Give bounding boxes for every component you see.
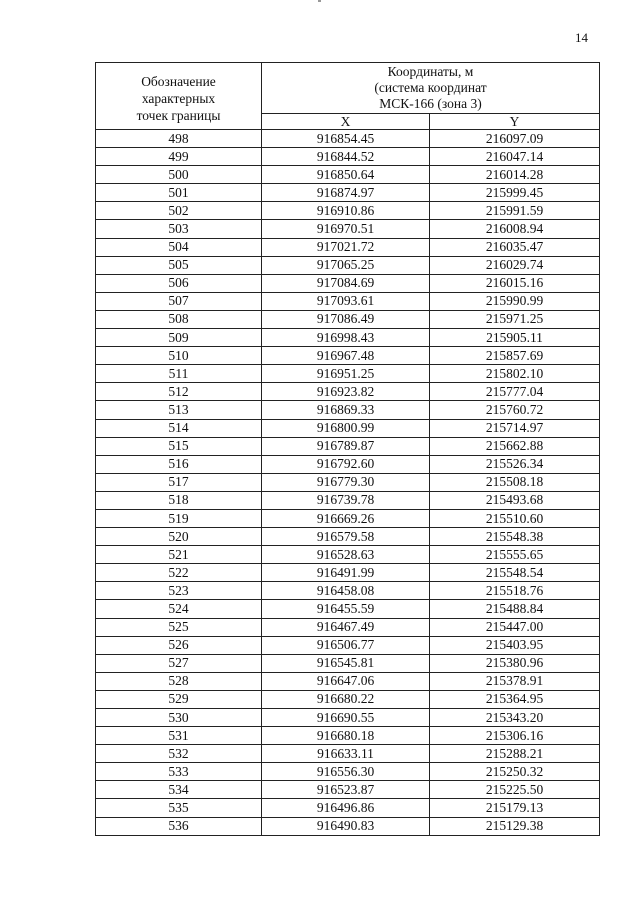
- cell-y: 215991.59: [430, 202, 600, 220]
- cell-y: 215179.13: [430, 799, 600, 817]
- cell-x: 916680.22: [262, 690, 430, 708]
- cell-y: 215555.65: [430, 546, 600, 564]
- table-row: [96, 582, 600, 600]
- cell-y: 215518.76: [430, 582, 600, 600]
- cell-x: 916506.77: [262, 636, 430, 654]
- cell-y: 215777.04: [430, 383, 600, 401]
- cell-point: 501: [96, 184, 262, 202]
- cell-y: 215364.95: [430, 690, 600, 708]
- cell-x: 916556.30: [262, 763, 430, 781]
- coordinates-table: [95, 62, 600, 836]
- cell-x: 916998.43: [262, 329, 430, 347]
- table-row: [96, 310, 600, 328]
- cell-y: 215508.18: [430, 473, 600, 491]
- cell-point: 505: [96, 256, 262, 274]
- cell-x: 916800.99: [262, 419, 430, 437]
- cell-y: 215510.60: [430, 509, 600, 527]
- table-header: [96, 63, 600, 130]
- cell-y: 215225.50: [430, 781, 600, 799]
- cell-point: 517: [96, 473, 262, 491]
- table-row: [96, 383, 600, 401]
- table-row: [96, 600, 600, 618]
- cell-x: 916455.59: [262, 600, 430, 618]
- cell-y: 215447.00: [430, 618, 600, 636]
- cell-x: 917084.69: [262, 274, 430, 292]
- cell-point: 504: [96, 238, 262, 256]
- cell-point: 520: [96, 528, 262, 546]
- cell-x: 916467.49: [262, 618, 430, 636]
- table-row: [96, 256, 600, 274]
- cell-point: 509: [96, 329, 262, 347]
- cell-point: 527: [96, 654, 262, 672]
- cell-y: 215493.68: [430, 491, 600, 509]
- cell-point: 510: [96, 347, 262, 365]
- cell-y: 215802.10: [430, 365, 600, 383]
- table-row: [96, 347, 600, 365]
- table-row: [96, 148, 600, 166]
- table-row: [96, 745, 600, 763]
- cell-x: 916528.63: [262, 546, 430, 564]
- table-row: [96, 690, 600, 708]
- table-row: [96, 564, 600, 582]
- cell-point: 519: [96, 509, 262, 527]
- cell-point: 511: [96, 365, 262, 383]
- cell-y: 216008.94: [430, 220, 600, 238]
- cell-point: 513: [96, 401, 262, 419]
- cell-point: 506: [96, 274, 262, 292]
- cell-y: 216035.47: [430, 238, 600, 256]
- table-row: [96, 419, 600, 437]
- cell-y: 215714.97: [430, 419, 600, 437]
- cell-x: 916669.26: [262, 509, 430, 527]
- table-row: [96, 799, 600, 817]
- cell-x: 916910.86: [262, 202, 430, 220]
- cell-y: 216047.14: [430, 148, 600, 166]
- table-row: [96, 329, 600, 347]
- cell-point: 499: [96, 148, 262, 166]
- table-row: [96, 292, 600, 310]
- header-y: Y: [430, 114, 600, 130]
- cell-y: 215999.45: [430, 184, 600, 202]
- cell-x: 916792.60: [262, 455, 430, 473]
- cell-point: 503: [96, 220, 262, 238]
- cell-point: 515: [96, 437, 262, 455]
- cell-y: 216014.28: [430, 166, 600, 184]
- header-x: X: [262, 114, 430, 130]
- cell-x: 916490.83: [262, 817, 430, 835]
- cell-point: 502: [96, 202, 262, 220]
- cell-x: 916850.64: [262, 166, 430, 184]
- table-row: [96, 184, 600, 202]
- cell-x: 916545.81: [262, 654, 430, 672]
- cell-y: 215488.84: [430, 600, 600, 618]
- table-row: [96, 727, 600, 745]
- table-row: [96, 672, 600, 690]
- cell-x: 916491.99: [262, 564, 430, 582]
- table-row: [96, 455, 600, 473]
- table-row: [96, 473, 600, 491]
- cell-y: 215129.38: [430, 817, 600, 835]
- table-row: [96, 509, 600, 527]
- cell-x: 916951.25: [262, 365, 430, 383]
- table-row: [96, 546, 600, 564]
- header-point-label: Обозначение характерных точек границы: [136, 73, 221, 123]
- cell-point: 525: [96, 618, 262, 636]
- cell-x: 916970.51: [262, 220, 430, 238]
- cell-x: 916579.58: [262, 528, 430, 546]
- cell-x: 916647.06: [262, 672, 430, 690]
- cell-y: 215403.95: [430, 636, 600, 654]
- table-row: [96, 763, 600, 781]
- header-coordinates: [262, 63, 600, 114]
- cell-y: 215526.34: [430, 455, 600, 473]
- cell-y: 215905.11: [430, 329, 600, 347]
- cell-point: 535: [96, 799, 262, 817]
- cell-y: 215288.21: [430, 745, 600, 763]
- cell-x: 916869.33: [262, 401, 430, 419]
- table-row: [96, 365, 600, 383]
- cell-point: 521: [96, 546, 262, 564]
- cell-y: 216097.09: [430, 130, 600, 148]
- cell-point: 533: [96, 763, 262, 781]
- cell-y: 215857.69: [430, 347, 600, 365]
- table-body: [96, 130, 600, 836]
- cell-point: 522: [96, 564, 262, 582]
- cell-x: 917086.49: [262, 310, 430, 328]
- cell-point: 512: [96, 383, 262, 401]
- cell-y: 216029.74: [430, 256, 600, 274]
- cell-point: 532: [96, 745, 262, 763]
- cell-point: 518: [96, 491, 262, 509]
- table-row: [96, 636, 600, 654]
- cell-point: 516: [96, 455, 262, 473]
- table-row: [96, 130, 600, 148]
- cell-y: 215250.32: [430, 763, 600, 781]
- cell-x: 916458.08: [262, 582, 430, 600]
- cell-point: 523: [96, 582, 262, 600]
- page-number: 14: [575, 30, 588, 45]
- table-row: [96, 437, 600, 455]
- header-point-designation: [96, 63, 262, 130]
- cell-x: 917093.61: [262, 292, 430, 310]
- table-row: [96, 618, 600, 636]
- cell-x: 916789.87: [262, 437, 430, 455]
- cell-x: 916523.87: [262, 781, 430, 799]
- cell-y: 215306.16: [430, 727, 600, 745]
- cell-y: 215760.72: [430, 401, 600, 419]
- cell-x: 916680.18: [262, 727, 430, 745]
- cell-y: 215548.38: [430, 528, 600, 546]
- table-row: [96, 202, 600, 220]
- table-row: [96, 709, 600, 727]
- cell-x: 916967.48: [262, 347, 430, 365]
- page-scan-mark: [318, 0, 321, 2]
- cell-point: 507: [96, 292, 262, 310]
- cell-y: 215990.99: [430, 292, 600, 310]
- cell-point: 529: [96, 690, 262, 708]
- cell-x: 916779.30: [262, 473, 430, 491]
- cell-point: 500: [96, 166, 262, 184]
- cell-y: 215343.20: [430, 709, 600, 727]
- cell-point: 498: [96, 130, 262, 148]
- cell-y: 216015.16: [430, 274, 600, 292]
- table-row: [96, 528, 600, 546]
- cell-x: 916854.45: [262, 130, 430, 148]
- cell-x: 917021.72: [262, 238, 430, 256]
- cell-point: 508: [96, 310, 262, 328]
- table-row: [96, 401, 600, 419]
- cell-x: 916874.97: [262, 184, 430, 202]
- table-row: [96, 654, 600, 672]
- table-row: [96, 781, 600, 799]
- table-row: [96, 220, 600, 238]
- cell-y: 215380.96: [430, 654, 600, 672]
- table-row: [96, 238, 600, 256]
- header-coordinates-label: Координаты, м (система координат МСК-166 (зона 3): [374, 64, 487, 111]
- cell-x: 916923.82: [262, 383, 430, 401]
- cell-point: 528: [96, 672, 262, 690]
- cell-point: 531: [96, 727, 262, 745]
- cell-point: 534: [96, 781, 262, 799]
- cell-x: 917065.25: [262, 256, 430, 274]
- cell-x: 916844.52: [262, 148, 430, 166]
- cell-y: 215662.88: [430, 437, 600, 455]
- table-row: [96, 274, 600, 292]
- cell-x: 916739.78: [262, 491, 430, 509]
- table-row: [96, 166, 600, 184]
- cell-x: 916633.11: [262, 745, 430, 763]
- cell-y: 215971.25: [430, 310, 600, 328]
- cell-y: 215548.54: [430, 564, 600, 582]
- cell-x: 916690.55: [262, 709, 430, 727]
- cell-point: 524: [96, 600, 262, 618]
- cell-point: 536: [96, 817, 262, 835]
- table-row: [96, 491, 600, 509]
- cell-point: 514: [96, 419, 262, 437]
- cell-point: 530: [96, 709, 262, 727]
- cell-x: 916496.86: [262, 799, 430, 817]
- table-row: [96, 817, 600, 835]
- cell-y: 215378.91: [430, 672, 600, 690]
- cell-point: 526: [96, 636, 262, 654]
